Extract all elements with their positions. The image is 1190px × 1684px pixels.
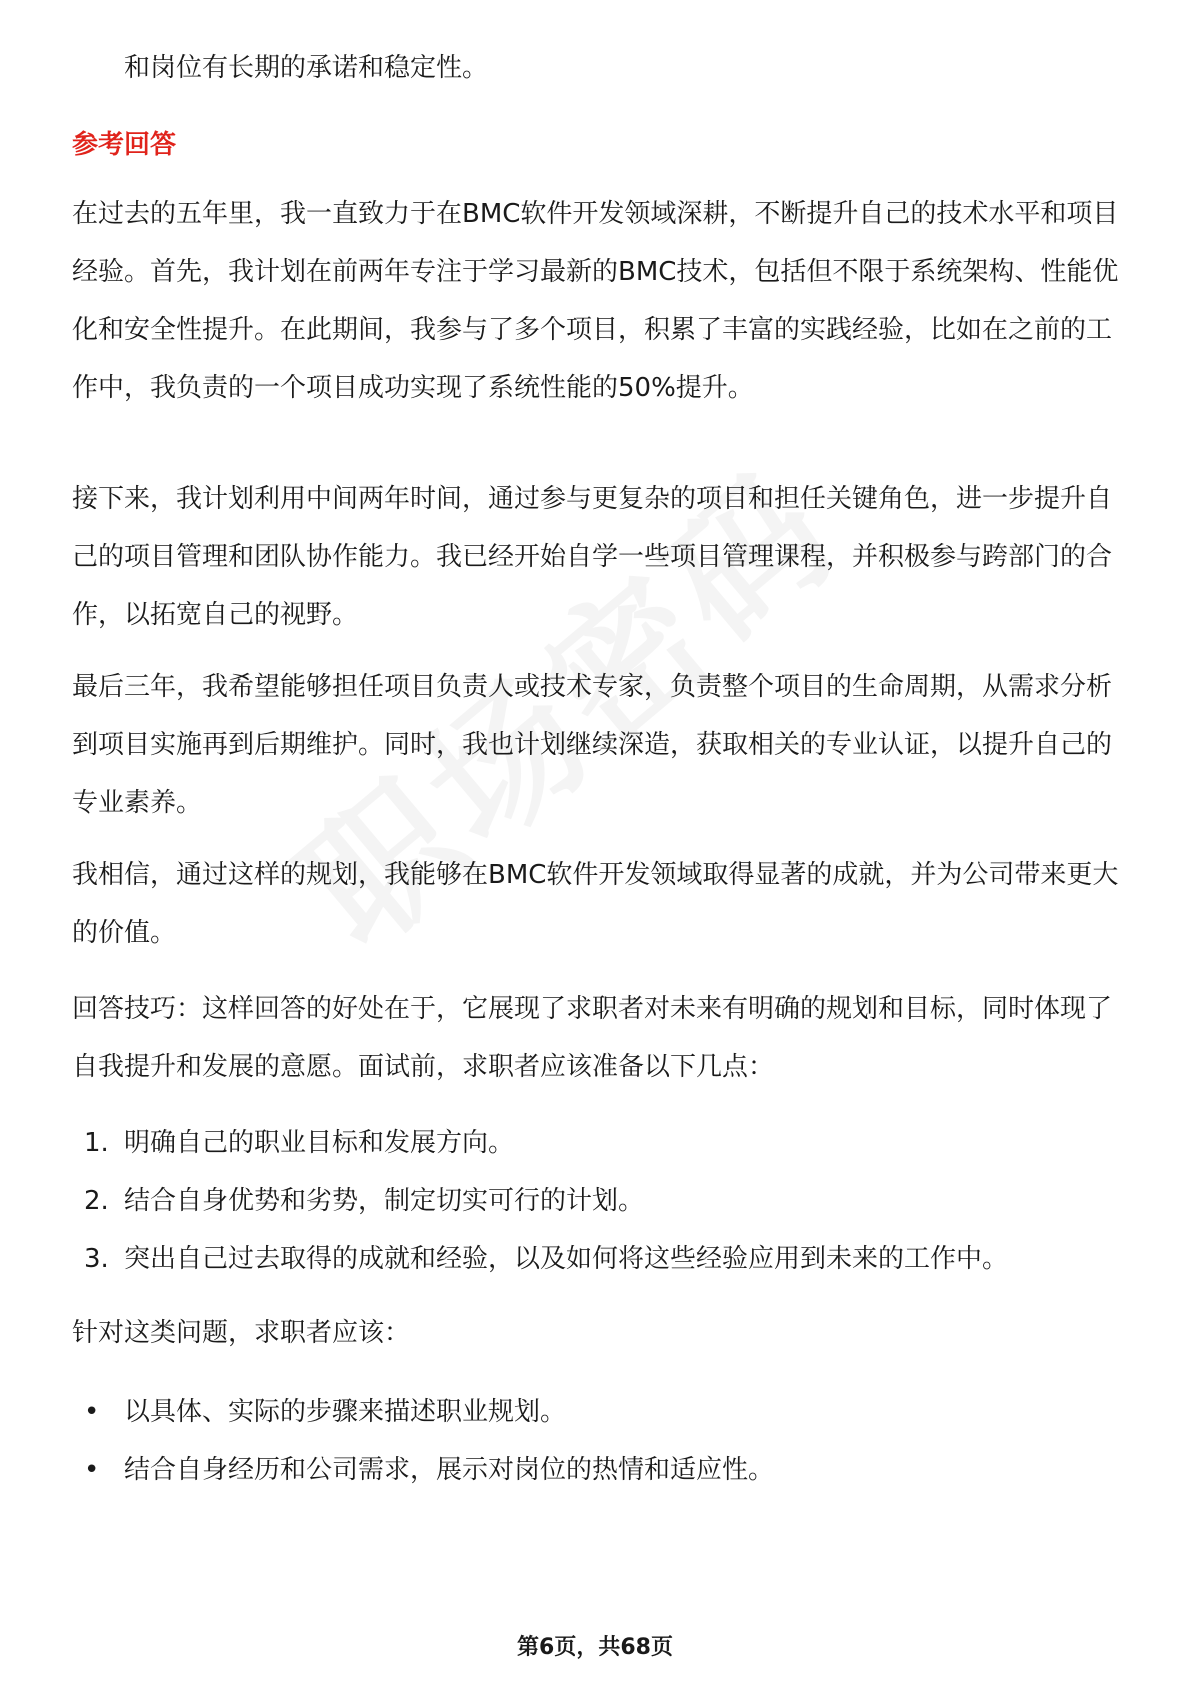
paragraph-3: 最后三年，我希望能够担任项目负责人或技术专家，负责整个项目的生命周期，从需求分析到项目实施再到后期维护。同时，我也计划继续深造，获取相关的专业认证，以提升自己的专业素养。: [72, 672, 1113, 818]
lead-in-text: 针对这类问题，求职者应该：: [72, 1318, 411, 1348]
list-item-text: 结合自身经历和公司需求，展示对岗位的热情和适应性。: [124, 1455, 775, 1485]
list-item: [72, 1383, 1122, 1441]
list-item-text: 突出自己过去取得的成就和经验，以及如何将这些经验应用到未来的工作中。: [124, 1244, 1009, 1274]
section-heading: 参考回答: [72, 130, 177, 160]
paragraph-1: 在过去的五年里，我一直致力于在BMC软件开发领域深耕，不断提升自己的技术水平和项目经验。首先，我计划在前两年专注于学习最新的BMC技术，包括但不限于系统架构、性能优化和安全性提升。在此期间，我参与了多个项目，积累了丰富的实践经验，比如在之前的工作中，我负责的一个项目成功实现了系统性能的50%提升。: [72, 199, 1119, 403]
list-item: [72, 1114, 1122, 1172]
bullet-marker: •: [84, 1397, 100, 1427]
list-item: [72, 1441, 1122, 1499]
list-item: [72, 1172, 1122, 1230]
list-marker: 1.: [84, 1128, 109, 1158]
continuation-text: 和岗位有长期的承诺和稳定性。: [124, 53, 489, 83]
list-item-text: 以具体、实际的步骤来描述职业规划。: [124, 1397, 567, 1427]
list-marker: 3.: [84, 1244, 109, 1274]
paragraph-tips: 回答技巧：这样回答的好处在于，它展现了求职者对未来有明确的规划和目标，同时体现了自我提升和发展的意愿。面试前，求职者应该准备以下几点：: [72, 994, 1113, 1082]
list-item-text: 明确自己的职业目标和发展方向。: [124, 1128, 515, 1158]
list-marker: 2.: [84, 1186, 109, 1216]
paragraph-4: 我相信，通过这样的规划，我能够在BMC软件开发领域取得显著的成就，并为公司带来更大的价值。: [72, 860, 1119, 948]
list-item-text: 结合自身优势和劣势，制定切实可行的计划。: [124, 1186, 645, 1216]
bullet-marker: •: [84, 1455, 100, 1485]
numbered-list: [72, 1114, 1122, 1288]
bullet-list: [72, 1383, 1122, 1499]
page-footer: 第6页，共68页: [517, 1635, 673, 1660]
list-item: [72, 1230, 1122, 1288]
paragraph-2: 接下来，我计划利用中间两年时间，通过参与更复杂的项目和担任关键角色，进一步提升自己的项目管理和团队协作能力。我已经开始自学一些项目管理课程，并积极参与跨部门的合作，以拓宽自己的视野。: [72, 484, 1113, 630]
